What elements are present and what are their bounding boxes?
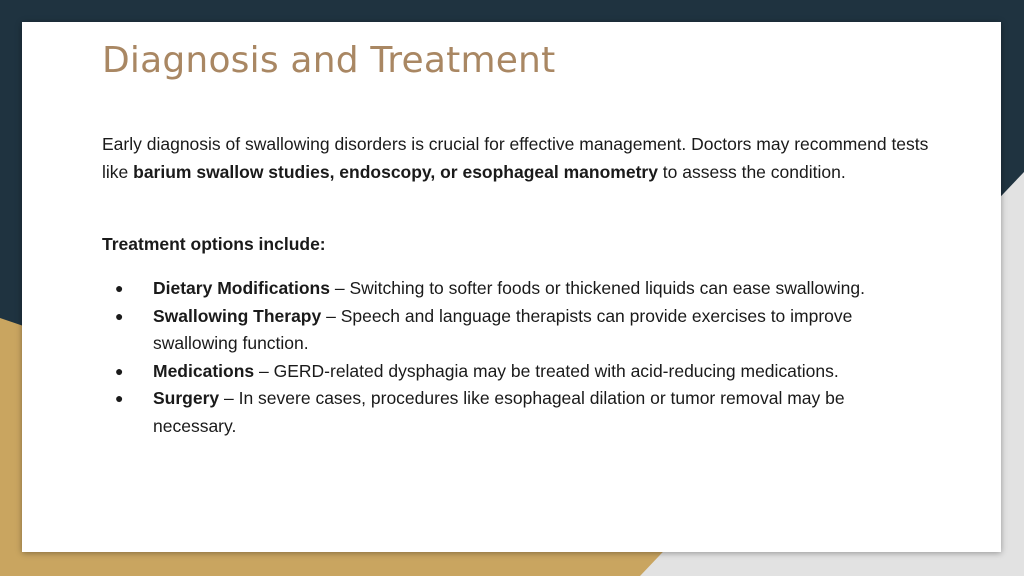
list-item (102, 275, 932, 303)
item-description: – GERD-related dysphagia may be treated with acid-reducing medications. (254, 360, 839, 381)
treatment-list (102, 275, 932, 440)
item-description: – Speech and language therapists can provide exercises to improve swallowing function. (153, 305, 853, 353)
bullet-icon: ● (115, 307, 124, 324)
list-item (102, 358, 932, 386)
list-item (102, 303, 932, 358)
intro-text-before: Early diagnosis of swallowing disorders is crucial for effective management. Doctors may recommend tests like (102, 134, 929, 182)
item-title: Dietary Modifications (153, 278, 330, 298)
bullet-icon: ● (115, 390, 124, 406)
intro-paragraph (102, 131, 942, 186)
intro-text-after: to assess the condition. (657, 161, 846, 182)
item-description: – Switching to softer foods or thickened liquids can ease swallowing. (329, 278, 865, 298)
slide-card (22, 22, 1001, 552)
bullet-icon: ● (115, 280, 124, 296)
item-title: Medications (153, 360, 255, 381)
slide-title: Diagnosis and Treatment (102, 40, 556, 81)
item-title: Surgery (153, 388, 220, 408)
intro-bold-tests: barium swallow studies, endoscopy, or esophageal manometry (133, 161, 658, 182)
item-title: Swallowing Therapy (153, 305, 322, 326)
list-item (102, 385, 932, 440)
bullet-icon: ● (115, 362, 124, 379)
treatment-heading: Treatment options include: (102, 234, 326, 254)
item-description: – In severe cases, procedures like esophageal dilation or tumor removal may be necessary. (153, 388, 845, 436)
